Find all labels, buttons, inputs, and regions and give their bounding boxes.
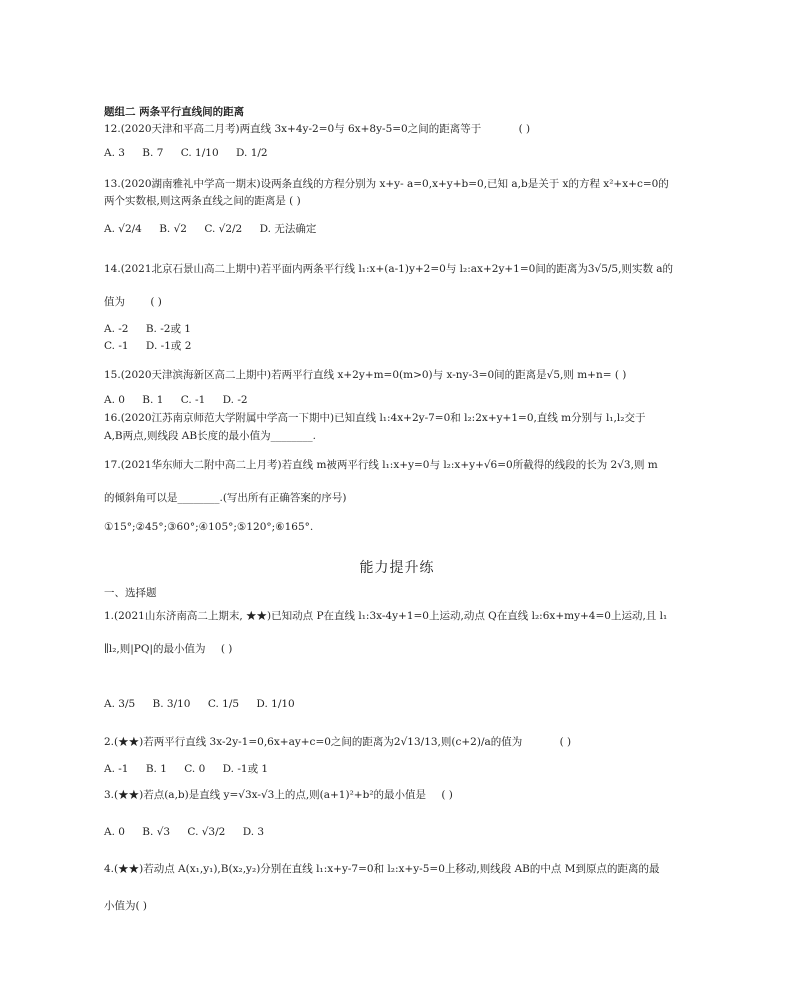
problem-2: [104, 735, 571, 749]
answer-paren: ( ): [220, 643, 233, 655]
question-13-options: [104, 222, 330, 236]
option-c: C. -1: [180, 394, 206, 406]
question-15: 15.(2020天津滨海新区高二上期中)若两平行直线 x+2y+m=0(m>0)与 x-ny-3=0间的距离是√5,则 m+n= ( ): [104, 369, 627, 381]
option-c: C. 0: [184, 763, 206, 775]
question-16-line1: 16.(2020江苏南京师范大学附属中学高一下期中)已知直线 l₁:4x+2y-7=0和 l₂:2x+y+1=0,直线 m分别与 l₁,l₂交于: [104, 412, 646, 424]
option-c: C. 1/5: [207, 698, 240, 710]
question-17-line2: 的倾斜角可以是________.(写出所有正确答案的序号): [104, 492, 347, 504]
problem-4-line1: 4.(★★)若动点 A(x₁,y₁),B(x₂,y₂)分别在直线 l₁:x+y-7=0和 l₂:x+y-5=0上移动,则线段 AB的中点 M到原点的距离的最: [104, 863, 660, 875]
option-b: B. 3/10: [152, 698, 191, 710]
question-12-text: 12.(2020天津和平高二月考)两直线 3x+4y-2=0与 6x+8y-5=0之间的距离等于: [104, 123, 482, 135]
option-d: D. -2: [222, 394, 248, 406]
option-c: C. √2/2: [204, 223, 243, 235]
option-a: A. 0: [104, 394, 125, 406]
answer-paren: ( ): [150, 296, 162, 308]
section-title: 能力提升练: [359, 560, 435, 576]
question-12-options: [104, 146, 282, 160]
option-c: C. -1: [104, 340, 129, 352]
option-a: A. -1: [104, 763, 129, 775]
question-15-options: [104, 393, 262, 407]
question-13-line2: 两个实数根,则这两条直线之间的距离是 ( ): [104, 195, 301, 207]
question-14-line2-text: 值为: [104, 296, 125, 308]
option-a: A. 3: [104, 147, 125, 159]
problem-2-options: [104, 762, 282, 776]
option-d: D. 无法确定: [259, 223, 317, 235]
problem-1-line2-text: ∥l₂,则|PQ|的最小值为: [104, 643, 206, 655]
option-d: D. 3: [242, 826, 265, 838]
question-12: [104, 122, 530, 136]
option-b: B. 7: [142, 147, 164, 159]
question-14-line2: [104, 295, 162, 309]
answer-paren: ( ): [559, 736, 572, 748]
question-14-line1: 14.(2021北京石景山高二上期中)若平面内两条平行线 l₁:x+(a-1)y+2=0与 l₂:ax+2y+1=0间的距离为3√5/5,则实数 a的: [104, 263, 674, 275]
problem-1-options: [104, 697, 309, 711]
option-d: D. -1或 2: [145, 340, 192, 352]
question-14-options-row1: [104, 322, 205, 336]
option-d: D. 1/10: [256, 698, 295, 710]
problem-3: [104, 788, 453, 802]
question-17-choices: ①15°;②45°;③60°;④105°;⑤120°;⑥165°.: [104, 521, 314, 533]
option-a: A. 0: [104, 826, 125, 838]
problem-3-options: [104, 825, 278, 839]
question-17-line1: 17.(2021华东师大二附中高二上月考)若直线 m被两平行线 l₁:x+y=0与 l₂:x+y+√6=0所截得的线段的长为 2√3,则 m: [104, 459, 658, 471]
option-c: C. √3/2: [187, 826, 226, 838]
answer-paren: ( ): [441, 789, 453, 801]
problem-2-text: 2.(★★)若两平行直线 3x-2y-1=0,6x+ay+c=0之间的距离为2√13/13,则(c+2)/a的值为: [104, 736, 523, 748]
option-d: D. 1/2: [235, 147, 268, 159]
option-d: D. -1或 1: [222, 763, 269, 775]
option-c: C. 1/10: [180, 147, 219, 159]
section-subtitle: 一、选择题: [104, 587, 157, 599]
problem-1-line2: [104, 642, 232, 656]
question-16-line2: A,B两点,则线段 AB长度的最小值为________.: [104, 430, 316, 442]
problem-4-line2: 小值为( ): [104, 900, 148, 912]
option-a: A. -2: [104, 323, 129, 335]
option-b: B. √2: [159, 223, 187, 235]
option-a: A. √2/4: [104, 223, 142, 235]
problem-1-line1: 1.(2021山东济南高二上期末, ★★)已知动点 P在直线 l₁:3x-4y+1=0上运动,动点 Q在直线 l₂:6x+my+4=0上运动,且 l₁: [104, 610, 668, 622]
option-b: B. 1: [142, 394, 164, 406]
question-14-options-row2: [104, 339, 205, 353]
problem-3-text: 3.(★★)若点(a,b)是直线 y=√3x-√3上的点,则(a+1)²+b²的最小值是: [104, 789, 427, 801]
group-heading: 题组二 两条平行直线间的距离: [104, 106, 245, 118]
question-13-line1: 13.(2020湖南雅礼中学高一期末)设两条直线的方程分别为 x+y- a=0,x+y+b=0,已知 a,b是关于 x的方程 x²+x+c=0的: [104, 178, 669, 190]
option-b: B. -2或 1: [145, 323, 191, 335]
option-b: B. 1: [145, 763, 167, 775]
option-a: A. 3/5: [104, 698, 136, 710]
option-b: B. √3: [142, 826, 171, 838]
answer-paren: ( ): [518, 123, 531, 135]
